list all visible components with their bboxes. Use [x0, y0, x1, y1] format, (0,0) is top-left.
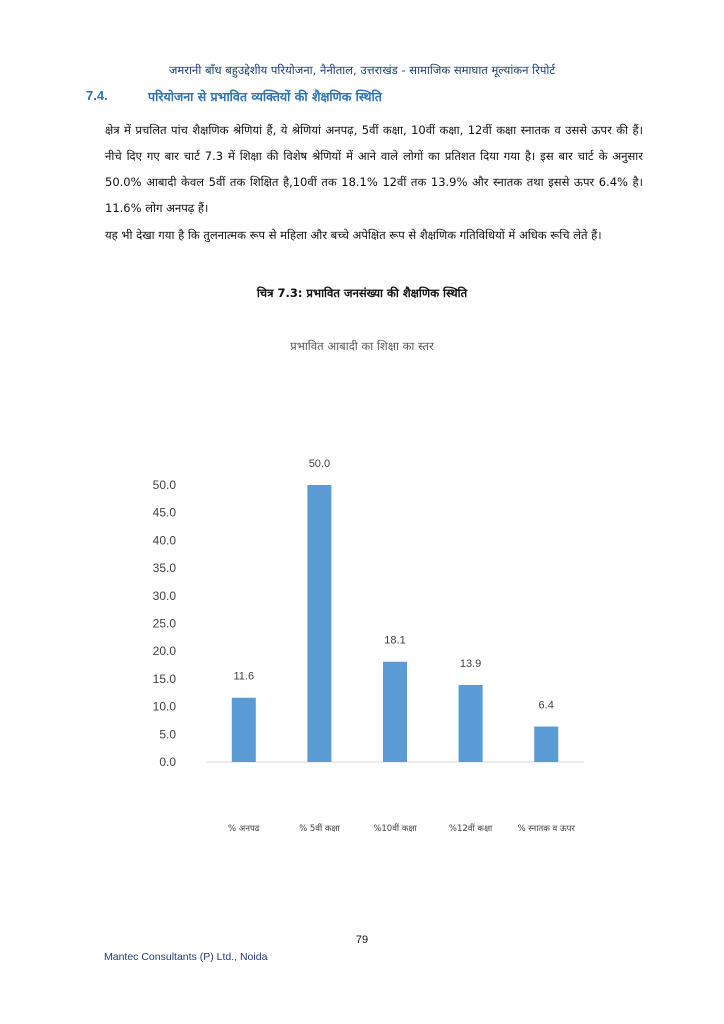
company-name: Mantec Consultants (P) Ltd., Noida	[104, 951, 268, 963]
bar	[459, 685, 483, 762]
bar-value-label: 11.6	[233, 670, 255, 683]
x-axis	[228, 823, 575, 834]
bar	[307, 485, 331, 762]
y-tick-label: 25.0	[152, 616, 176, 631]
x-category-label: % स्नातक व ऊपर	[517, 824, 575, 834]
y-tick-label: 5.0	[159, 727, 176, 742]
running-header: जमरानी बाँध बहुउद्देशीय परियोजना, नैनीताल, उत्तराखंड - सामाजिक समाघात मूल्यांकन रिपोर्ट	[168, 63, 556, 77]
paragraph-1: क्षेत्र में प्रचलित पांच शैक्षणिक श्रेणियां हैं, ये श्रेणियां अनपढ़, 5वीं कक्षा, 10वीं कक्षा, 12वीं कक्षा स्नातक व उससे ऊपर की हैं। नीचे दिए गए बार चार्ट 7.3 में शिक्षा की विशेष श्रेणियों में आने वाले लोगों का प्रतिशत दिया गया है। इस बार चार्ट के अनुसार 50.0% आबादी केवल 5वीं तक शिक्षित है,10वीं तक 18.1% 12वीं तक 13.9% और स्नातक तथा इससे ऊपर 6.4% है। 11.6% लोग अनपढ़ हैं।	[105, 123, 643, 215]
section-number: 7.4.	[86, 88, 108, 103]
chart-title: प्रभावित आबादी का शिक्षा का स्तर	[290, 339, 434, 353]
x-category-label: % अनपढ	[227, 824, 260, 834]
x-category-label: %12वीं कक्षा	[448, 824, 493, 834]
y-tick-label: 50.0	[152, 478, 176, 492]
bar	[534, 727, 558, 762]
education-bar-chart	[0, 320, 724, 840]
y-tick-label: 40.0	[152, 533, 176, 548]
y-tick-label: 10.0	[152, 699, 176, 714]
page-number: 79	[355, 934, 369, 946]
bar-value-label: 6.4	[538, 699, 554, 712]
x-category-label: % 5वीं कक्षा	[299, 824, 340, 834]
y-tick-label: 45.0	[152, 505, 176, 520]
y-tick-label: 35.0	[152, 561, 176, 576]
bar-value-label: 13.9	[459, 657, 482, 670]
y-tick-label: 30.0	[152, 588, 176, 603]
bar	[383, 662, 407, 762]
paragraph-2: यह भी देखा गया है कि तुलनात्मक रूप से महिला और बच्चे अपेक्षित रूप से शैक्षणिक गतिविधियों में अधिक रूचि लेते हैं।	[105, 228, 602, 242]
y-tick-label: 20.0	[152, 644, 176, 659]
bar-value-label: 50.0	[308, 458, 331, 470]
bar-value-label: 18.1	[384, 634, 406, 647]
y-axis	[153, 478, 177, 769]
x-category-label: %10वीं कक्षा	[373, 824, 417, 834]
figure-caption: चित्र 7.3: प्रभावित जनसंख्या की शैक्षणिक स्थिति	[256, 286, 468, 300]
section-title: परियोजना से प्रभावित व्यक्तियों की शैक्षणिक स्थिति	[148, 89, 382, 104]
bar	[232, 698, 256, 762]
bars	[232, 458, 558, 762]
y-tick-label: 0.0	[159, 755, 176, 769]
y-tick-label: 15.0	[152, 671, 176, 686]
